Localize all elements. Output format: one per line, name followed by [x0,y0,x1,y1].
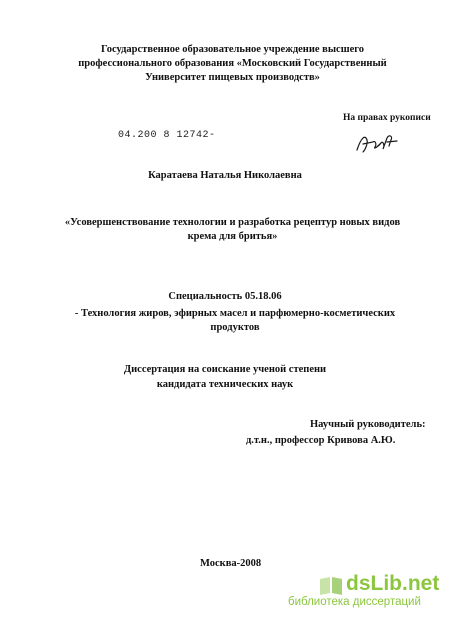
author-name: Каратаева Наталья Николаевна [148,170,302,181]
dissertation-title [55,216,410,244]
institution-header [60,43,405,85]
city-year: Москва-2008 [200,558,262,569]
book-icon [318,574,344,596]
watermark-subtitle: библиотека диссертаций [288,596,421,608]
institution-line-3: Университет пищевых производств» [145,72,320,83]
degree-line-2: кандидата технических наук [156,379,294,390]
manuscript-rights-note: На правах рукописи [343,113,431,123]
watermark-logo: dsLib.net [346,572,440,595]
degree-line-1: Диссертация на соискание ученой степени [123,364,327,375]
institution-line-1: Государственное образовательное учреждение высшего [101,44,364,55]
handwritten-signature [353,130,401,156]
specialty-name [70,307,400,335]
supervisor-name: д.т.н., профессор Кривова А.Ю. [246,435,396,446]
inventory-number: 04.200 8 12742- [118,130,216,141]
title-line-2: крема для бритья» [187,231,278,242]
supervisor-label: Научный руководитель: [310,419,426,430]
institution-line-2: профессионального образования «Московский Государственный [78,58,387,69]
title-line-1: «Усовершенствование технологии и разработка рецептур новых видов [64,217,401,228]
specialty-name-line-1: - Технология жиров, эфирных масел и парфюмерно-косметических [74,308,396,319]
specialty-code: Специальность 05.18.06 [168,291,282,302]
specialty-name-line-2: продуктов [210,322,260,333]
